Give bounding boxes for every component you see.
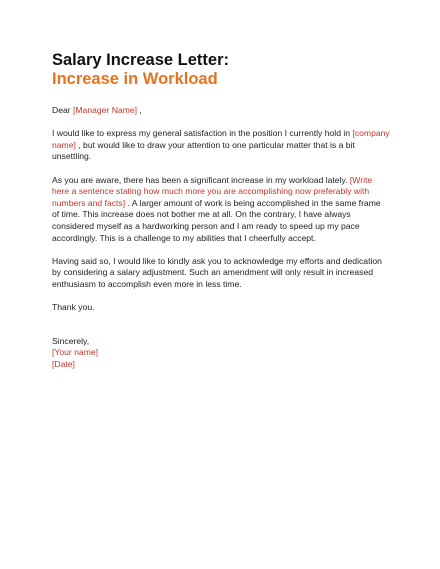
paragraph-2-text-b: . A larger amount of work is being accomplished in the same frame of time. This increase does not bother me at all. On the contrary, I have always considered myself as a hardworking person and I am ready to speed up my pace accordingly. This is a challenge to my abilities that I cheerfully accept.	[52, 197, 381, 243]
date-placeholder: [Date]	[52, 358, 75, 369]
manager-name-placeholder: [Manager Name]	[73, 105, 138, 115]
salutation-prefix: Dear	[52, 105, 74, 115]
letter-body	[52, 105, 390, 370]
salutation-suffix: ,	[137, 105, 142, 115]
signoff: Sincerely,	[52, 335, 90, 346]
paragraph-request: Having said so, I would like to kindly ask you to acknowledge my efforts and dedication by considering a salary adjustment. Such an amendment will only result in increased enthusiasm to accomplish even more in less time.	[52, 255, 382, 289]
paragraph-satisfaction	[52, 128, 390, 163]
your-name-placeholder: [Your name]	[52, 347, 99, 358]
accomplishment-placeholder: [Write here a sentence stating how much more you are accomplishing now preferably with numbers and facts]	[52, 174, 373, 208]
salutation	[52, 105, 390, 117]
title-line-1: Salary Increase Letter:	[52, 51, 230, 69]
title-line-2: Increase in Workload	[52, 70, 218, 88]
closing-block	[52, 336, 390, 371]
paragraph-workload	[52, 175, 390, 245]
letter-title	[52, 51, 390, 89]
paragraph-2-text-a: As you are aware, there has been a significant increase in my workload lately.	[52, 174, 350, 185]
company-name-placeholder: [company name]	[52, 128, 390, 150]
paragraph-1-text-a: I would like to express my general satisfaction in the position I currently hold in	[52, 128, 353, 139]
paragraph-1-text-b: , but would like to draw your attention to one particular matter that is a bit unsettling.	[52, 139, 355, 162]
thank-you-line: Thank you.	[52, 302, 95, 313]
